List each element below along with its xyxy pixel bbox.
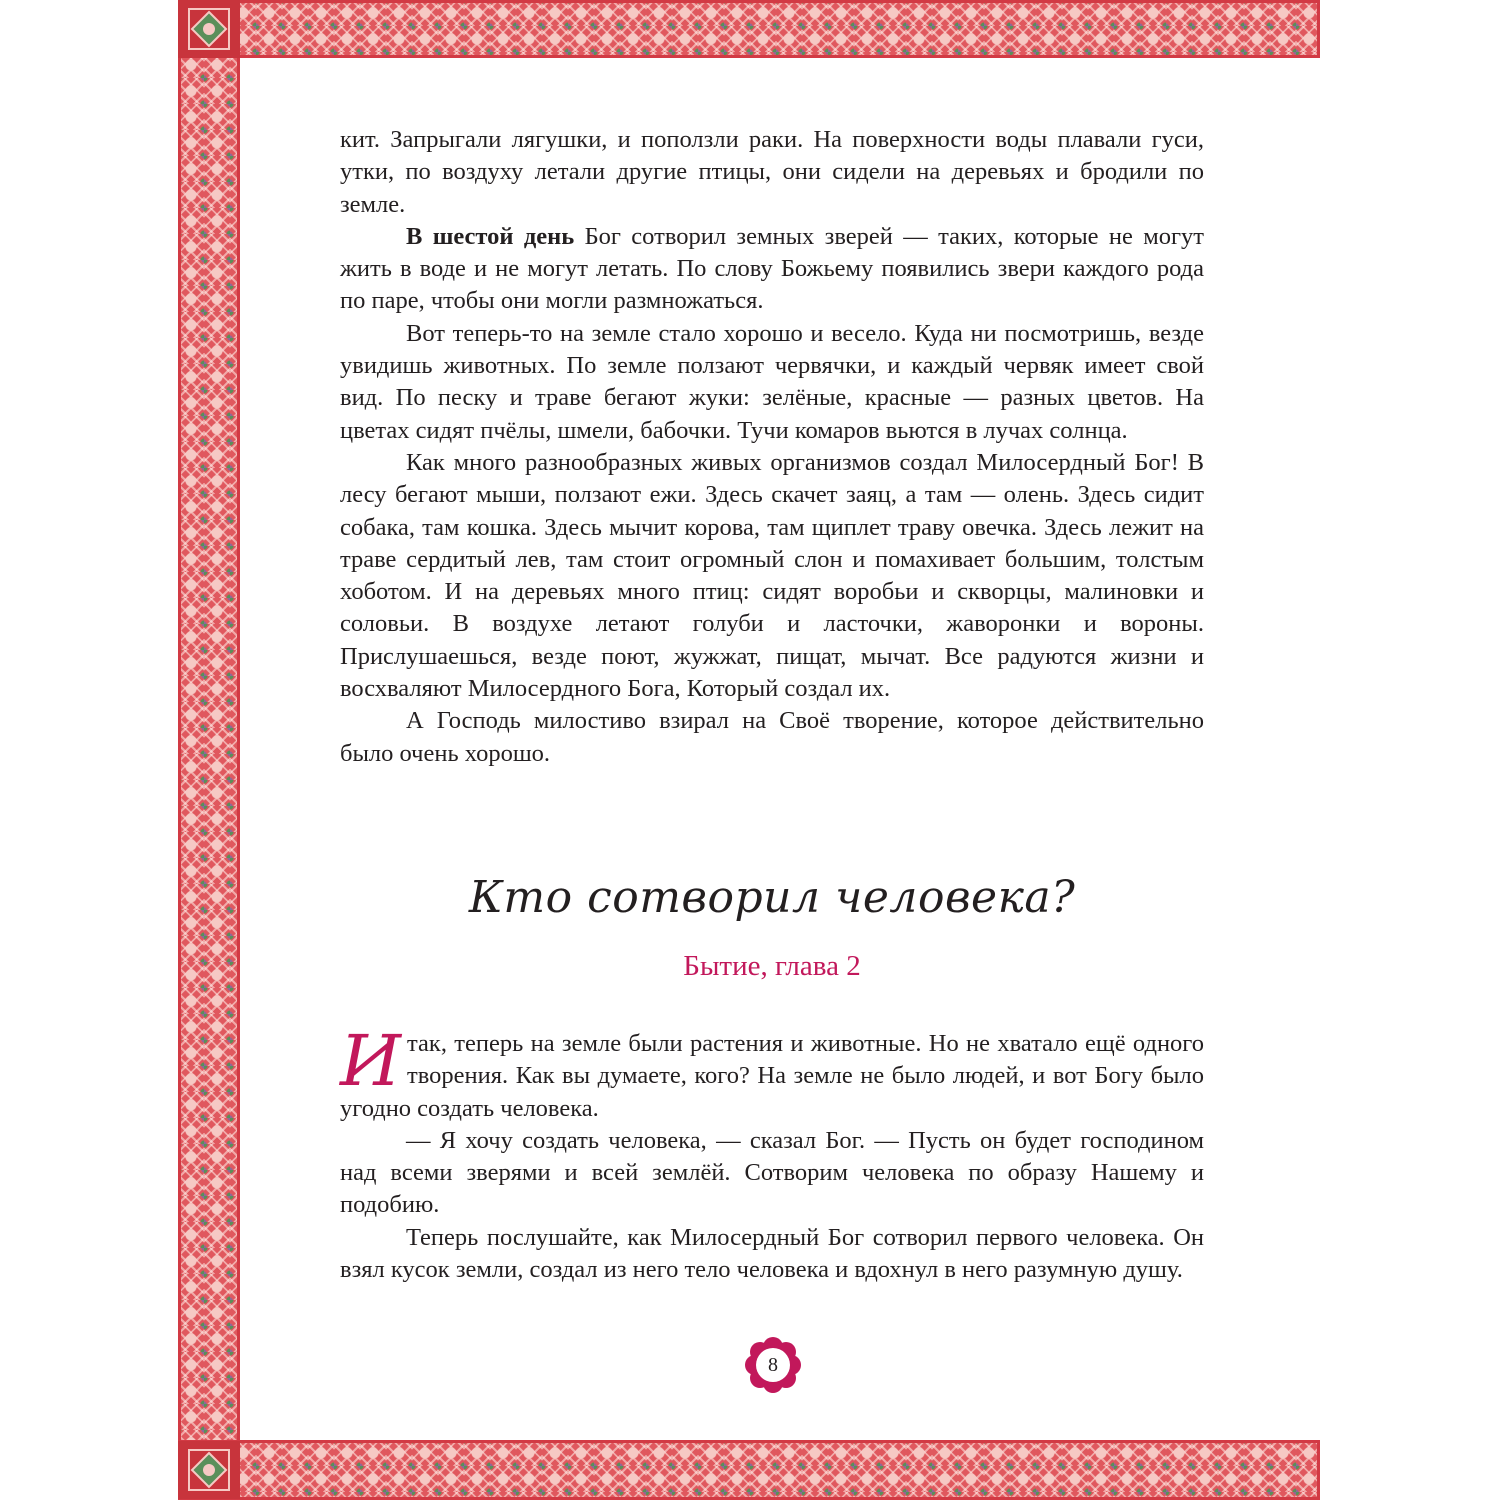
ornament-border-left-frame	[178, 0, 240, 1500]
paragraph: — Я хочу создать человека, — сказал Бог. — Пусть он будет господином над всеми зверями и всей землёй. Сотворим человека по образу Нашему и подобию.	[340, 1126, 1204, 1219]
section-title: Кто сотворил человека?	[468, 872, 1076, 923]
body-text-continued	[340, 124, 1204, 770]
corner-ornament-icon	[178, 0, 240, 58]
corner-ornament-icon	[178, 1441, 240, 1499]
paragraph: Вот теперь-то на земле стало хорошо и весело. Куда ни посмотришь, везде увидишь животных. По земле ползают червячки, и каждый червяк имеет свой вид. По песку и траве бегают жуки: зелёные, красные — разных цветов. На цветах сидят пчёлы, шмели, бабочки. Тучи комаров вьются в лучах солнца.	[340, 319, 1204, 444]
ornament-border-top-frame	[178, 0, 1320, 58]
paragraph: А Господь милостиво взирал на Своё творение, которое действительно было очень хорошо.	[340, 707, 1204, 767]
section-subtitle: Бытие, глава 2	[683, 950, 861, 982]
body-text-section	[340, 1020, 1204, 1286]
paragraph: Теперь послушайте, как Милосердный Бог сотворил первого человека. Он взял кусок земли, создал из него тело человека и вдохнул в него разумную душу.	[340, 1223, 1204, 1284]
page-number: 8	[768, 1353, 778, 1376]
paragraph: Как много разнообразных живых организмов создал Милосердный Бог! В лесу бегают мыши, ползают ежи. Здесь скачет заяц, а там — олень. Здесь сидит собака, там кошка. Здесь мычит корова, там щиплет траву овечка. Здесь лежит на траве сердитый лев, там стоит огромный слон и помахивает большим, толстым хоботом. И на деревьях много птиц: сидят воробьи и скворцы, малиновки и соловьи. В воздухе летают голуби и ласточки, жаворонки и вороны. Прислушаешься, везде поют, жужжат, пищат, мычат. Все радуются жизни и восхваляют Милосердного Бога, Который создал их.	[340, 448, 1204, 703]
paragraph-text: так, теперь на земле были растения и животные. Но не хватало ещё одного творения. Как вы думаете, кого? На земле не было людей, и вот Богу было угодно создать человека.	[340, 1030, 1204, 1122]
ornament-border-bottom-frame	[178, 1440, 1320, 1500]
paragraph: кит. Запрыгали лягушки, и поползли раки. На поверхности воды плавали гуси, утки, по воздуху летали другие птицы, они сидели на деревьях и бродили по земле.	[340, 126, 1204, 218]
paragraph-text: Бог сотворил земных зверей — таких, которые не могут жить в воде и не могут летать. По слову Божьему появились звери каждого рода по паре, чтобы они могли размножаться.	[340, 222, 1204, 315]
drop-cap: И	[340, 1020, 402, 1102]
paragraph	[340, 221, 1204, 318]
bold-lead: В шестой день	[406, 222, 575, 250]
paragraph	[340, 1020, 1204, 1125]
page-number-badge	[745, 1337, 801, 1393]
